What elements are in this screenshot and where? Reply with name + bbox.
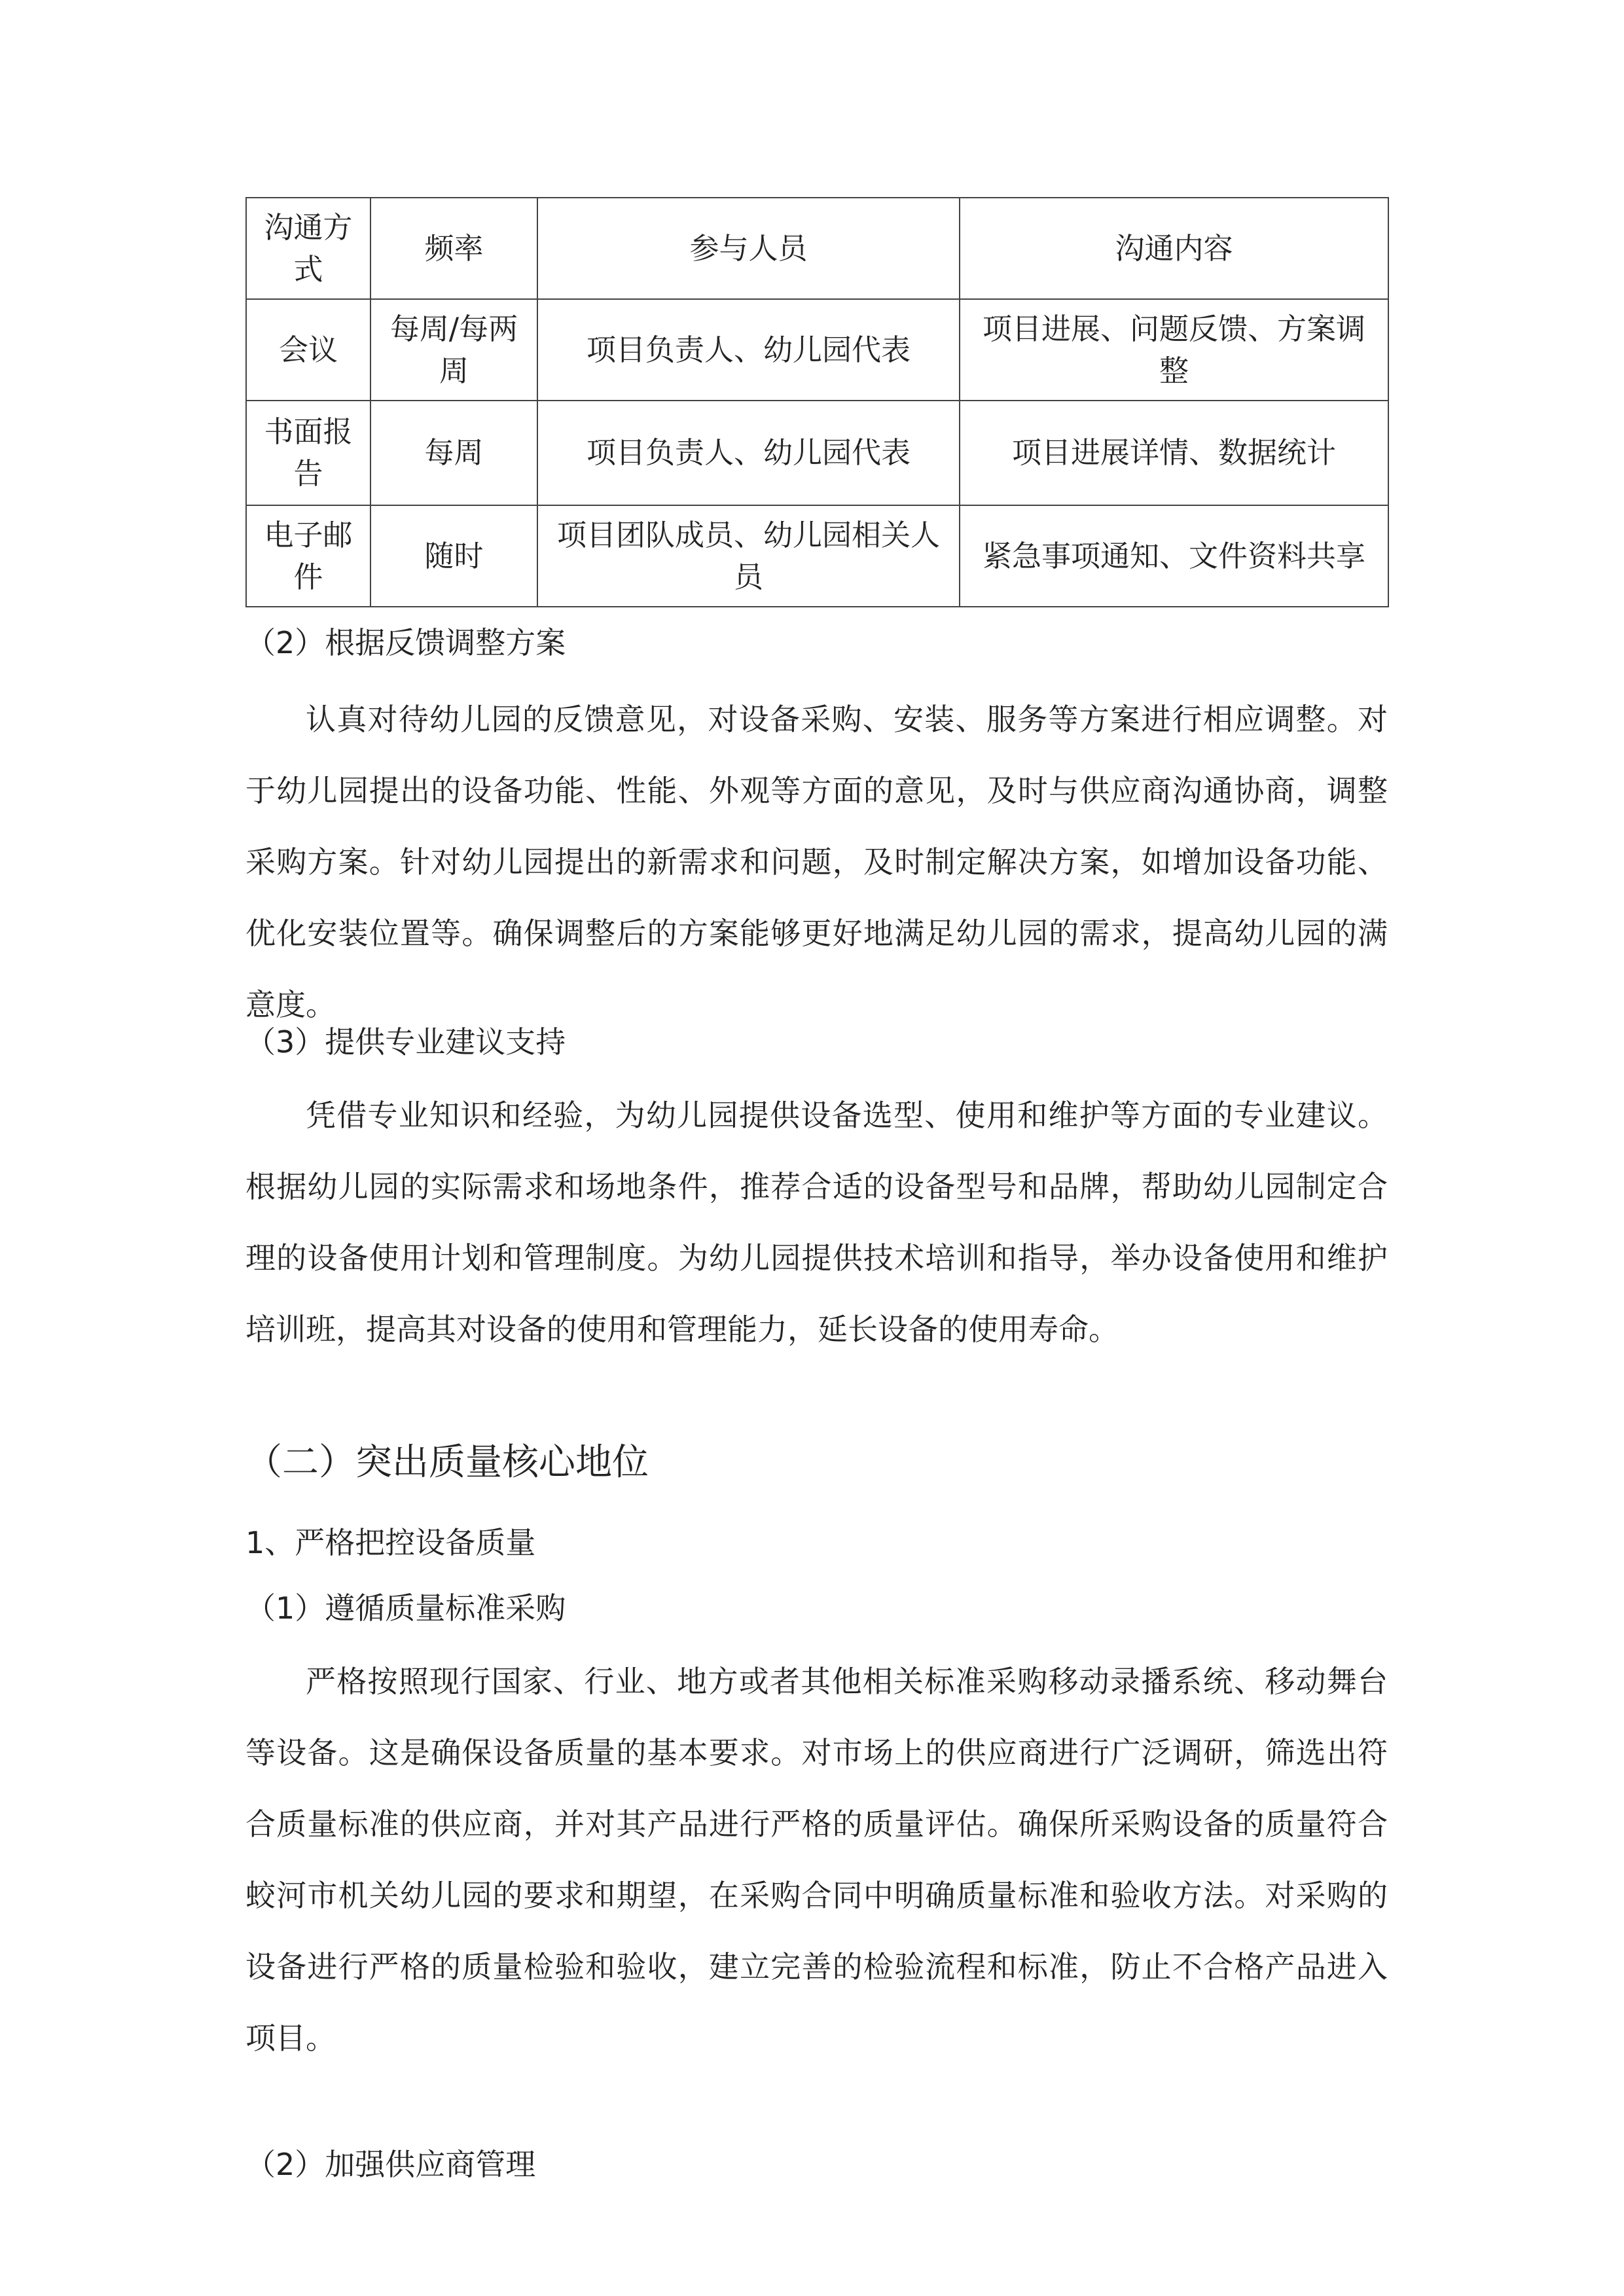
communication-table <box>245 197 1389 607</box>
table-cell: 项目负责人、幼儿园代表 <box>537 299 960 401</box>
subheading-adjust-plan: （2）根据反馈调整方案 <box>245 625 566 660</box>
table-header-row <box>246 198 1388 299</box>
subheading-quality-standard: （1）遵循质量标准采购 <box>245 1590 566 1626</box>
paragraph-professional-advice: 凭借专业知识和经验，为幼儿园提供设备选型、使用和维护等方面的专业建议。根据幼儿园的实际需求和场地条件，推荐合适的设备型号和品牌，帮助幼儿园制定合理的设备使用计划和管理制度。为幼儿园提供技术培训和指导，举办设备使用和维护培训班，提高其对设备的使用和管理能力，延长设备的使用寿命。 <box>245 1098 1388 1347</box>
table-cell: 电子邮件 <box>246 505 370 607</box>
table-cell: 会议 <box>246 299 370 401</box>
table-cell: 项目进展、问题反馈、方案调整 <box>960 299 1388 401</box>
header-cell-frequency: 频率 <box>370 198 537 299</box>
table-cell: 随时 <box>370 505 537 607</box>
paragraph-adjust-plan: 认真对待幼儿园的反馈意见，对设备采购、安装、服务等方案进行相应调整。对于幼儿园提出的设备功能、性能、外观等方面的意见，及时与供应商沟通协商，调整采购方案。针对幼儿园提出的新需求和问题，及时制定解决方案，如增加设备功能、优化安装位置等。确保调整后的方案能够更好地满足幼儿园的需求，提高幼儿园的满意度。 <box>245 702 1388 1022</box>
table-cell: 每周/每两周 <box>370 299 537 401</box>
section-title-quality: （二）突出质量核心地位 <box>245 1441 649 1484</box>
table-cell: 书面报告 <box>246 401 370 505</box>
item-heading-quality-control: 1、严格把控设备质量 <box>245 1525 536 1560</box>
paragraph-quality-standard: 严格按照现行国家、行业、地方或者其他相关标准采购移动录播系统、移动舞台等设备。这是确保设备质量的基本要求。对市场上的供应商进行广泛调研，筛选出符合质量标准的供应商，并对其产品进行严格的质量评估。确保所采购设备的质量符合蛟河市机关幼儿园的要求和期望，在采购合同中明确质量标准和验收方法。对采购的设备进行严格的质量检验和验收，建立完善的检验流程和标准，防止不合格产品进入项目。 <box>245 1664 1388 2056</box>
header-cell-content: 沟通内容 <box>960 198 1388 299</box>
table-cell: 每周 <box>370 401 537 505</box>
header-cell-participants: 参与人员 <box>537 198 960 299</box>
table-row <box>246 401 1388 505</box>
header-cell-method: 沟通方式 <box>246 198 370 299</box>
subheading-supplier-management: （2）加强供应商管理 <box>245 2147 536 2182</box>
table-cell: 项目负责人、幼儿园代表 <box>537 401 960 505</box>
subheading-professional-advice: （3）提供专业建议支持 <box>245 1024 566 1060</box>
table-cell: 紧急事项通知、文件资料共享 <box>960 505 1388 607</box>
table-cell: 项目进展详情、数据统计 <box>960 401 1388 505</box>
table-row <box>246 505 1388 607</box>
table-row <box>246 299 1388 401</box>
table-cell: 项目团队成员、幼儿园相关人员 <box>537 505 960 607</box>
